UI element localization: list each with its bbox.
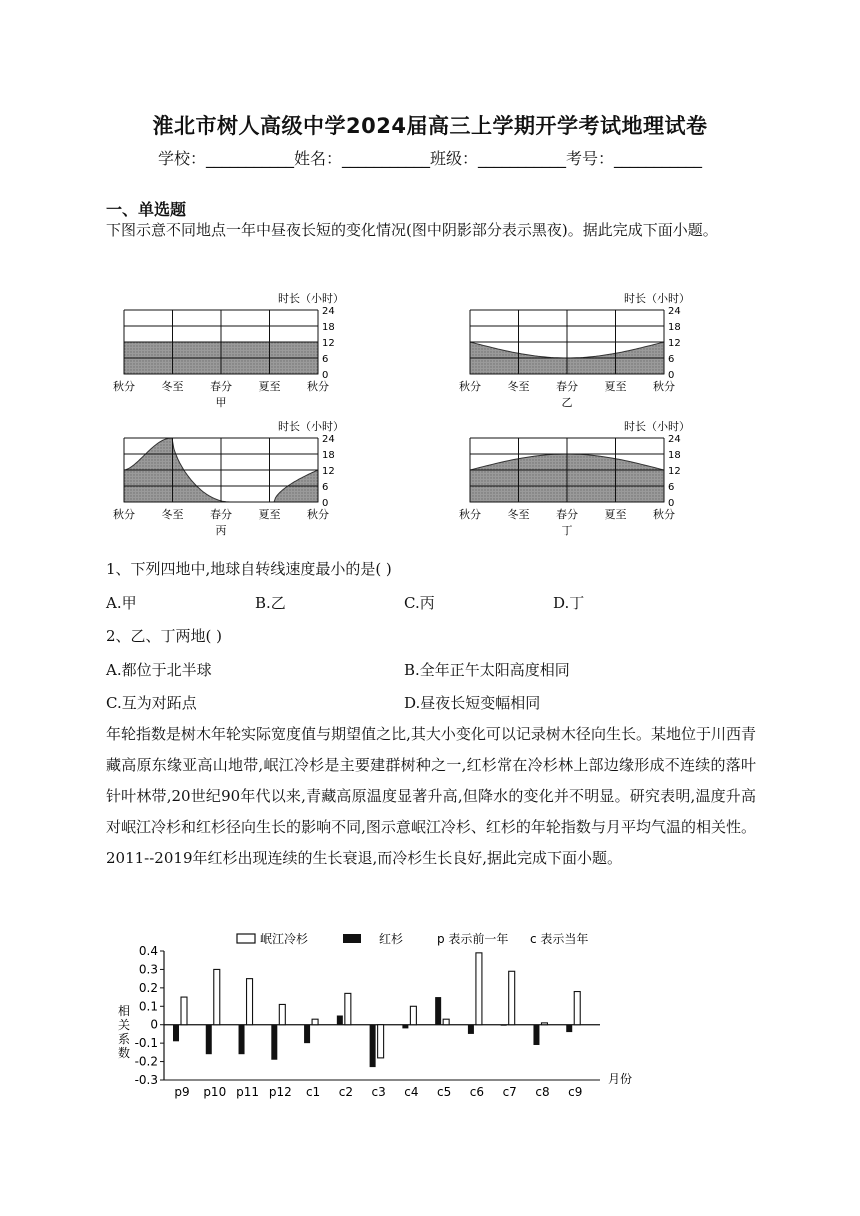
panel-name: 乙	[561, 396, 573, 409]
x-tick-label: 夏至	[258, 508, 281, 521]
bar-fir	[541, 1023, 547, 1025]
x-tick-label: p11	[236, 1085, 259, 1099]
x-tick-label: 秋分	[113, 380, 135, 393]
diagram-panel-3	[113, 419, 344, 537]
x-tick-label: p10	[203, 1085, 227, 1099]
y-tick-label: 0	[150, 1017, 158, 1032]
x-tick-label: p9	[174, 1085, 190, 1099]
y-tick-label: 18	[322, 322, 335, 333]
correlation-bar-chart	[100, 925, 660, 1100]
y-tick-label: 0	[322, 498, 329, 509]
bar-fir	[410, 1006, 416, 1024]
y-tick-label: 18	[322, 450, 335, 461]
bar-larch	[271, 1025, 277, 1060]
y-tick-label: 12	[668, 338, 681, 349]
bar-larch	[468, 1025, 474, 1034]
q2-option-d[interactable]: D.昼夜长短变幅相同	[404, 694, 541, 712]
y-tick-label: 0.1	[138, 999, 158, 1014]
legend-note-p: p 表示前一年	[437, 932, 509, 946]
y-tick-label: 6	[668, 354, 675, 365]
legend-swatch-larch	[343, 934, 361, 943]
x-tick-label: 春分	[556, 380, 578, 393]
x-tick-label: 冬至	[161, 380, 184, 393]
bar-larch	[337, 1016, 343, 1025]
q2-option-b[interactable]: B.全年正午太阳高度相同	[404, 661, 570, 679]
diagram-panel-2	[459, 291, 690, 409]
y-tick-label: 24	[322, 306, 335, 317]
x-tick-label: c4	[404, 1085, 419, 1099]
bar-larch	[435, 997, 441, 1025]
y-tick-label: -0.3	[134, 1073, 158, 1087]
x-tick-label: 夏至	[604, 380, 627, 393]
x-tick-label: 夏至	[604, 508, 627, 521]
y-tick-label: 12	[668, 466, 681, 477]
y-tick-label: 6	[322, 482, 329, 493]
y-tick-label: 24	[668, 306, 681, 317]
x-tick-label: c5	[437, 1085, 452, 1099]
x-tick-label: c1	[305, 1085, 321, 1099]
q2-option-c[interactable]: C.互为对跖点	[106, 694, 197, 712]
unit-label: 时长（小时）	[278, 420, 344, 433]
unit-label: 时长（小时）	[624, 292, 690, 305]
x-tick-label: 秋分	[653, 380, 675, 393]
x-axis-label: 月份	[608, 1072, 633, 1086]
bar-fir	[509, 971, 515, 1024]
bar-fir	[312, 1019, 318, 1025]
x-tick-label: 冬至	[507, 508, 530, 521]
x-tick-label: c6	[469, 1085, 485, 1099]
x-tick-label: 冬至	[161, 508, 184, 521]
x-tick-label: 秋分	[459, 380, 481, 393]
bar-larch	[206, 1025, 212, 1054]
x-tick-label: p12	[268, 1085, 292, 1099]
x-tick-label: 冬至	[507, 380, 530, 393]
q1-option-a[interactable]: A.甲	[106, 594, 137, 612]
y-tick-label: 0	[668, 370, 675, 381]
page-title: 淮北市树人高级中学2024届高三上学期开学考试地理试卷	[152, 114, 708, 138]
bar-fir	[345, 993, 351, 1024]
bar-fir	[214, 969, 220, 1024]
y-tick-label: 0.2	[138, 980, 158, 995]
question-1-stem: 1、下列四地中,地球自转线速度最小的是( )	[106, 560, 392, 578]
x-tick-label: c7	[502, 1085, 517, 1099]
bar-fir	[378, 1025, 384, 1058]
legend-label-fir: 岷江冷杉	[260, 932, 309, 946]
panel-name: 丙	[215, 524, 227, 537]
bar-fir	[476, 953, 482, 1025]
x-tick-label: 春分	[210, 508, 232, 521]
q1-option-c[interactable]: C.丙	[404, 594, 435, 612]
student-info-line: 学校：___________姓名：___________班级：___________考号：___________	[157, 149, 702, 168]
bar-larch	[566, 1025, 572, 1032]
bar-fir	[247, 979, 253, 1025]
x-tick-label: 秋分	[113, 508, 135, 521]
legend-note-c: c 表示当年	[530, 932, 589, 946]
y-axis-label: 相关系数	[118, 1004, 131, 1060]
x-tick-label: 春分	[556, 508, 578, 521]
bar-fir	[574, 992, 580, 1025]
y-tick-label: 12	[322, 466, 335, 477]
x-tick-label: 春分	[210, 380, 232, 393]
y-tick-label: 18	[668, 322, 681, 333]
day-night-diagrams	[100, 288, 700, 548]
x-tick-label: 秋分	[307, 508, 329, 521]
legend-swatch-fir	[237, 934, 255, 943]
x-tick-label: c9	[568, 1085, 583, 1099]
x-tick-label: 夏至	[258, 380, 281, 393]
section-title: 一、单选题	[106, 200, 187, 219]
panel-name: 丁	[561, 524, 573, 537]
unit-label: 时长（小时）	[624, 420, 690, 433]
bar-larch	[304, 1025, 310, 1043]
y-tick-label: -0.1	[134, 1036, 158, 1051]
intro-paragraph-2: 年轮指数是树木年轮实际宽度值与期望值之比,其大小变化可以记录树木径向生长。某地位于川西青藏高原东缘亚高山地带,岷江冷杉是主要建群树种之一,红杉常在冷杉林上部边缘形成不连续的落叶针叶林带,20世纪90年代以来,青藏高原温度显著升高,但降水的变化并不明显。研究表明,温度升高对岷江冷杉和红杉径向生长的影响不同,图示意岷江冷杉、红杉的年轮指数与月平均气温的相关性。2011--2019年红杉出现连续的生长衰退,而冷杉生长良好,据此完成下面小题。	[106, 725, 756, 867]
bar-larch	[501, 1025, 507, 1026]
x-tick-label: 秋分	[307, 380, 329, 393]
bar-larch	[239, 1025, 245, 1054]
y-tick-label: 24	[668, 434, 681, 445]
y-tick-label: 0.4	[138, 944, 158, 958]
question-2-stem: 2、乙、丁两地( )	[106, 627, 223, 645]
y-tick-label: 18	[668, 450, 681, 461]
y-tick-label: 24	[322, 434, 335, 445]
x-tick-label: 秋分	[653, 508, 675, 521]
bar-larch	[173, 1025, 179, 1042]
y-tick-label: 0	[322, 370, 329, 381]
diagram-panel-4	[459, 419, 690, 537]
y-tick-label: 6	[322, 354, 329, 365]
bar-fir	[279, 1004, 285, 1024]
x-tick-label: 秋分	[459, 508, 481, 521]
x-tick-label: c8	[535, 1085, 550, 1099]
x-tick-label: c3	[371, 1085, 386, 1099]
bar-fir	[181, 997, 187, 1025]
q1-option-b[interactable]: B.乙	[255, 594, 286, 612]
x-tick-label: c2	[338, 1085, 353, 1099]
q2-option-a[interactable]: A.都位于北半球	[106, 661, 212, 679]
panel-name: 甲	[215, 396, 227, 409]
bar-larch	[533, 1025, 539, 1045]
bar-fir	[443, 1019, 449, 1025]
y-tick-label: 6	[668, 482, 675, 493]
bar-larch	[402, 1025, 408, 1029]
y-tick-label: 12	[322, 338, 335, 349]
diagram-panel-1	[113, 291, 344, 409]
q1-option-d[interactable]: D.丁	[553, 594, 585, 612]
intro-paragraph-1: 下图示意不同地点一年中昼夜长短的变化情况(图中阴影部分表示黑夜)。据此完成下面小题。	[106, 221, 718, 239]
unit-label: 时长（小时）	[278, 292, 344, 305]
y-tick-label: -0.2	[134, 1054, 158, 1069]
y-tick-label: 0.3	[138, 962, 158, 977]
chart-legend	[237, 931, 588, 946]
bar-larch	[370, 1025, 376, 1067]
y-tick-label: 0	[668, 498, 675, 509]
legend-label-larch: 红杉	[379, 932, 404, 946]
